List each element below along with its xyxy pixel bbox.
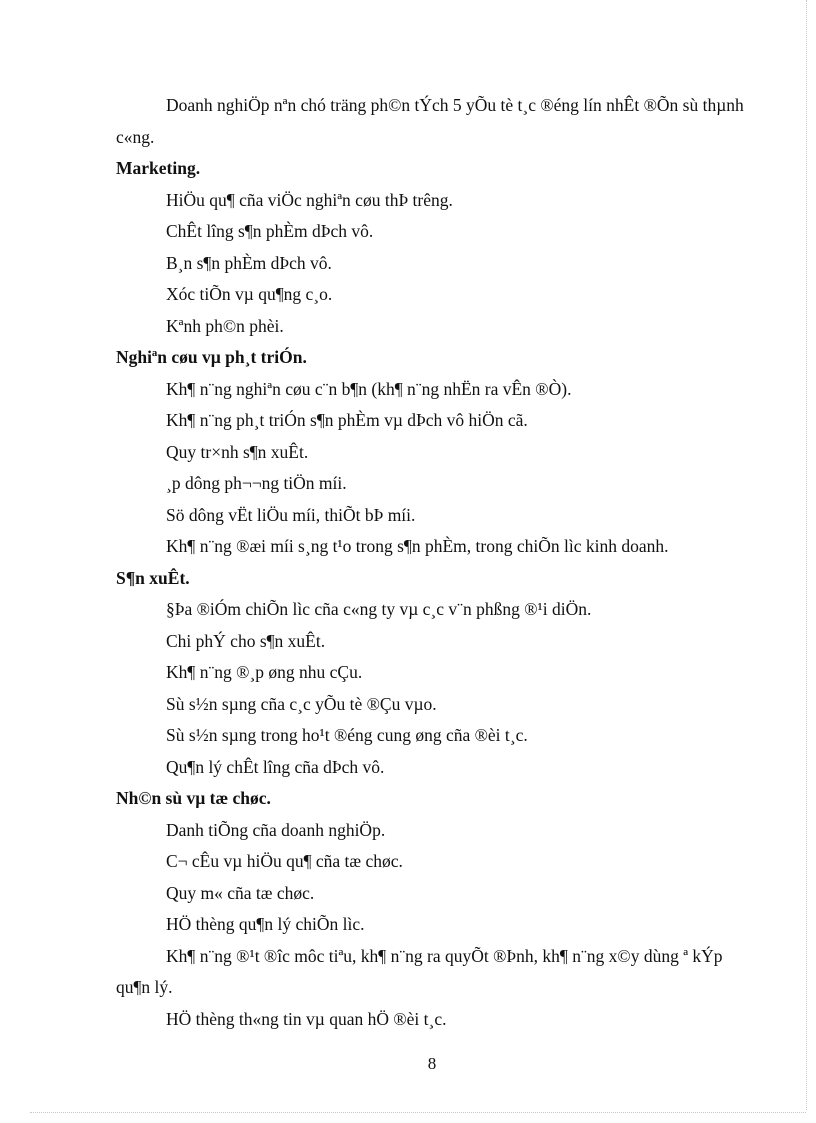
list-item: ¸p dông ph¬¬ng tiÖn míi.	[166, 473, 347, 493]
page-content	[116, 90, 750, 1035]
intro-paragraph: Doanh nghiÖp nªn chó träng ph©n tÝch 5 yÕu tè t¸c ®éng lín nhÊt ®Õn sù thµnh c«ng.	[116, 95, 744, 147]
list-item: Danh tiÕng cña doanh nghiÖp.	[166, 819, 386, 840]
page-number: 8	[427, 1054, 437, 1073]
list-item: ChÊt lîng s¶n phÈm dÞch vô.	[166, 221, 374, 241]
list-item: Quy tr×nh s¶n xuÊt.	[166, 441, 309, 462]
section-heading-hr: Nh©n sù vµ tæ chøc.	[116, 788, 271, 808]
list-item: Chi phÝ cho s¶n xuÊt.	[166, 630, 326, 651]
list-item: Kh¶ n¨ng ®¸p øng nhu cÇu.	[166, 662, 363, 682]
list-item: Kh¶ n¨ng ®¹t ®îc môc tiªu, kh¶ n¨ng ra quyÕt ®Þnh, kh¶ n¨ng x©y dùng ª kÝp qu¶n lý.	[116, 945, 723, 997]
list-item: B¸n s¶n phÈm dÞch vô.	[166, 252, 332, 273]
section-heading-research: Nghiªn cøu vµ ph¸t triÓn.	[116, 347, 307, 367]
list-item: Sù s½n sµng cña c¸c yÕu tè ®Çu vµo.	[166, 693, 437, 714]
list-item: Qu¶n lý chÊt lîng cña dÞch vô.	[166, 756, 385, 777]
list-item: Kh¶ n¨ng ph¸t triÓn s¶n phÈm vµ dÞch vô hiÖn cã.	[166, 410, 528, 430]
page-right-border	[806, 0, 807, 1110]
list-item: Kh¶ n¨ng ®æi míi s¸ng t¹o trong s¶n phÈm, trong chiÕn lìc kinh doanh.	[166, 536, 669, 556]
list-item: Xóc tiÕn vµ qu¶ng c¸o.	[166, 284, 333, 304]
section-heading-production: S¶n xuÊt.	[116, 567, 190, 588]
list-item: Quy m« cña tæ chøc.	[166, 882, 315, 903]
section-heading-marketing: Marketing.	[116, 158, 201, 178]
page-bottom-border	[30, 1112, 806, 1113]
list-item: C¬ cÊu vµ hiÖu qu¶ cña tæ chøc.	[166, 851, 403, 871]
list-item: §Þa ®iÓm chiÕn lìc cña c«ng ty vµ c¸c v¨n phßng ®¹i diÖn.	[166, 599, 592, 619]
list-item: Kªnh ph©n phèi.	[166, 315, 284, 336]
list-item: Kh¶ n¨ng nghiªn cøu c¨n b¶n (kh¶ n¨ng nhËn ra vÊn ®Ò).	[166, 378, 572, 399]
list-item: Sù s½n sµng trong ho¹t ®éng cung øng cña ®èi t¸c.	[166, 725, 528, 745]
list-item: HÖ thèng qu¶n lý chiÕn lìc.	[166, 914, 365, 934]
list-item: Sö dông vËt liÖu míi, thiÕt bÞ míi.	[166, 504, 416, 525]
list-item: HÖ thèng th«ng tin vµ quan hÖ ®èi t¸c.	[166, 1008, 447, 1029]
list-item: HiÖu qu¶ cña viÖc nghiªn cøu thÞ trêng.	[166, 189, 453, 210]
